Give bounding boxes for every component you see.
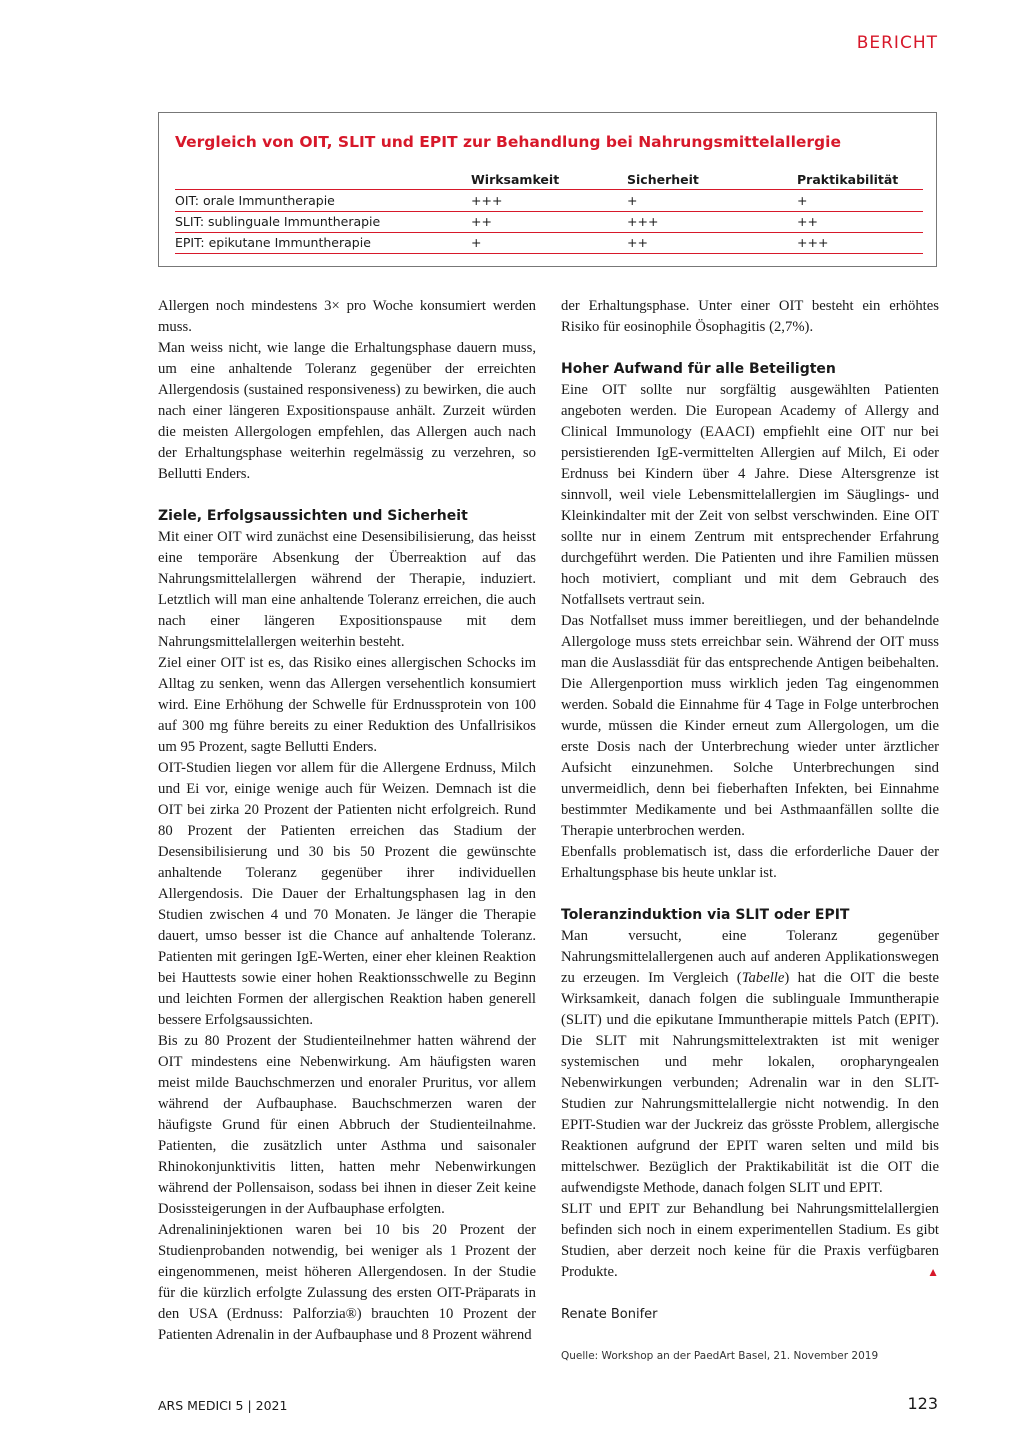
paragraph: Man versucht, eine Toleranz gegenüber Nahrungsmittelallergenen auch auf anderen Applikationswegen zu erzeugen. Im Vergleich (Tabelle) hat die OIT die beste Wirksamkeit, danach folgen die sublinguale Immuntherapie (SLIT) und die epikutane Immuntherapie mittels Patch (EPIT). Die SLIT mit Nahrungsmittelextrakten ist mit weniger systemischen und mehr lokalen, oropharyngealen Nebenwirkungen verbunden; Adrenalin war in den SLIT-Studien zur Nahrungsmittelallergie nicht notwendig. In den EPIT-Studien war der Juckreiz das grösste Problem, allergische Reaktionen aufgrund der EPIT waren selten und mild bis mittelschwer. Bezüglich der Praktikabilität ist die OIT die aufwendigste Methode, danach folgen SLIT und EPIT.: [561, 928, 940, 1196]
table-cell: +++: [471, 193, 503, 208]
end-triangle-icon: ▲: [927, 1265, 939, 1279]
paragraph: Bis zu 80 Prozent der Studienteilnehmer hatten während der OIT mindestens eine Nebenwirkung. Am häufigsten waren meist milde Bauchschmerzen und enoraler Pruritus, vor allem während der Aufbauphase. Bauchschmerzen waren der häufigste Grund für einen Abbruch der Studienteilnahme. Patienten, die zusätzlich unter Asthma und saisonaler Rhinokonjunktivitis litten, hatten mehr Nebenwirkungen während der Pollensaison, sodass bei ihnen in dieser Zeit keine Dosissteigerungen in der Aufbauphase erfolgten.: [158, 1033, 536, 1217]
table-cell: +++: [797, 235, 829, 250]
source-note: Quelle: Workshop an der PaedArt Basel, 21. November 2019: [561, 1350, 879, 1362]
table-cell: EPIT: epikutane Immuntherapie: [175, 235, 371, 250]
subheading: Ziele, Erfolgsaussichten und Sicherheit: [158, 508, 468, 524]
table-cell: +++: [627, 214, 659, 229]
table-row: [175, 190, 923, 211]
header-wirksamkeit: Wirksamkeit: [471, 172, 560, 187]
page-number: 123: [907, 1394, 938, 1413]
table-reference: Tabelle: [741, 970, 785, 986]
paragraph: Adrenalininjektionen waren bei 10 bis 20 Prozent der Studienprobanden notwendig, bei weniger als 1 Prozent der eingenommenen, meist höheren Allergendosen. In der Studie für die kürzlich erfolgte Zulassung des ersten OIT-Präparats in den USA (Erdnuss: Palforzia®) brauchten 10 Prozent der Patienten Adrenalin in der Aufbauphase und 8 Prozent während: [158, 1222, 536, 1343]
table-row: [175, 232, 923, 253]
subheading: Hoher Aufwand für alle Beteiligten: [561, 361, 836, 377]
paragraph: SLIT und EPIT zur Behandlung bei Nahrungsmittelallergien befinden sich noch in einem experimentellen Stadium. Es gibt Studien, aber derzeit noch keine für die Praxis verfügbaren Produkte. ▲: [561, 1199, 939, 1283]
table-row: [175, 211, 923, 232]
paragraph: der Erhaltungsphase. Unter einer OIT besteht ein erhöhtes Risiko für eosinophile Ösophagitis (2,7%).: [561, 298, 939, 335]
table-rule: [175, 253, 923, 254]
paragraph: Mit einer OIT wird zunächst eine Desensibilisierung, das heisst eine temporäre Absenkung der Überreaktion auf das Nahrungsmittelallergen während der Therapie, induziert. Letztlich will man eine anhaltende Toleranz erreichen, die auch nach einer längeren Expositionspause mit dem Nahrungsmittelallergen weiterhin besteht.: [158, 529, 536, 650]
left-column: [158, 296, 536, 1346]
table-cell: ++: [627, 235, 648, 250]
header-praktikabilitaet: Praktikabilität: [797, 172, 899, 187]
right-column: [561, 296, 939, 1367]
table-cell: +: [471, 235, 482, 250]
table-cell: ++: [797, 214, 818, 229]
paragraph: Allergen noch mindestens 3× pro Woche konsumiert werden muss.: [158, 298, 536, 335]
subheading: Toleranzinduktion via SLIT oder EPIT: [561, 907, 850, 923]
author: Renate Bonifer: [561, 1307, 658, 1322]
table-cell: +: [627, 193, 638, 208]
comparison-table: [158, 112, 937, 267]
journal-footer: ARS MEDICI 5 | 2021: [158, 1398, 288, 1413]
table-cell: +: [797, 193, 808, 208]
paragraph: Das Notfallset muss immer bereitliegen, und der behandelnde Allergologe muss stets erreichbar sein. Während der OIT muss man die Auslassdiät für das entsprechende Antigen beibehalten. Die Allergenportion muss wirklich jeden Tag eingenommen werden. Sobald die Einnahme für 4 Tage in Folge unterbrochen wurde, müssen die Kinder erneut zum Allergologen, um die erste Dosis nach der Unterbrechung wieder unter ärztlicher Aufsicht einzunehmen. Solche Unterbrechungen sind unvermeidlich, denn bei fieberhaften Infekten, bei Einnahme bestimmter Medikamente und bei Asthmaanfällen sollte die Therapie unterbrochen werden.: [561, 613, 939, 839]
table-cell: OIT: orale Immuntherapie: [175, 193, 335, 208]
paragraph: Man weiss nicht, wie lange die Erhaltungsphase dauern muss, um eine anhaltende Toleranz gegenüber der erreichten Allergendosis (sustained responsiveness) zu bewirken, die auch nach einer längeren Expositionspause anhält. Zurzeit würden die meisten Allergologen empfehlen, das Allergen auch nach der Erhaltungsphase weiterhin regelmässig zu verzehren, so Bellutti Enders.: [158, 340, 536, 482]
header-sicherheit: Sicherheit: [627, 172, 699, 187]
table-header-row: [175, 169, 923, 190]
table-cell: ++: [471, 214, 492, 229]
paragraph: Ziel einer OIT ist es, das Risiko eines allergischen Schocks im Alltag zu senken, wenn das Allergen versehentlich konsumiert wird. Eine Erhöhung der Schwelle für Erdnussprotein von 100 auf 300 mg führe bereits zu einer Reduktion des Unfallrisikos um 95 Prozent, sagte Bellutti Enders.: [158, 655, 536, 755]
paragraph: Ebenfalls problematisch ist, dass die erforderliche Dauer der Erhaltungsphase bis heute unklar ist.: [561, 844, 939, 881]
paragraph: OIT-Studien liegen vor allem für die Allergene Erdnuss, Milch und Ei vor, einige wenige auch für Weizen. Demnach ist die OIT bei zirka 20 Prozent der Patienten nicht erfolgreich. Rund 80 Prozent der Patienten erreichen das Stadium der Desensibilisierung und 30 bis 50 Prozent die gewünschte anhaltende Toleranz gegenüber ihrer individuellen Allergendosis. Die Dauer der Erhaltungsphasen lag in den Studien zwischen 4 und 70 Monaten. Je länger die Therapie dauert, umso besser ist die Chance auf anhaltende Toleranz. Patienten mit geringen IgE-Werten, einer eher kleinen Reaktion bei Hauttests sowie einer hohen Reaktionsschwelle zu Beginn und leichten Formen der allergischen Reaktion haben generell bessere Erfolgsaussichten.: [158, 760, 536, 1028]
section-label: BERICHT: [856, 33, 938, 53]
table-cell: SLIT: sublinguale Immuntherapie: [175, 214, 381, 229]
table-title: Vergleich von OIT, SLIT und EPIT zur Behandlung bei Nahrungsmittelallergie: [175, 133, 841, 151]
paragraph: Eine OIT sollte nur sorgfältig ausgewählten Patienten angeboten werden. Die European Academy of Allergy and Clinical Immunology (EAACI) empfiehlt eine OIT nur bei persistierenden IgE-vermittelten Allergien auf Milch, Ei oder Erdnuss bei Kindern über 4 Jahre. Diese Altersgrenze ist sinnvoll, weil viele Lebensmittelallergien im Säuglings- und Kleinkindalter mit der Zeit von selbst verschwinden. Eine OIT sollte nur in einem Zentrum mit entsprechender Erfahrung durchgeführt werden. Die Patienten und ihre Familien müssen hoch motiviert, compliant und mit dem Gebrauch des Notfallsets vertraut sein.: [561, 382, 939, 608]
